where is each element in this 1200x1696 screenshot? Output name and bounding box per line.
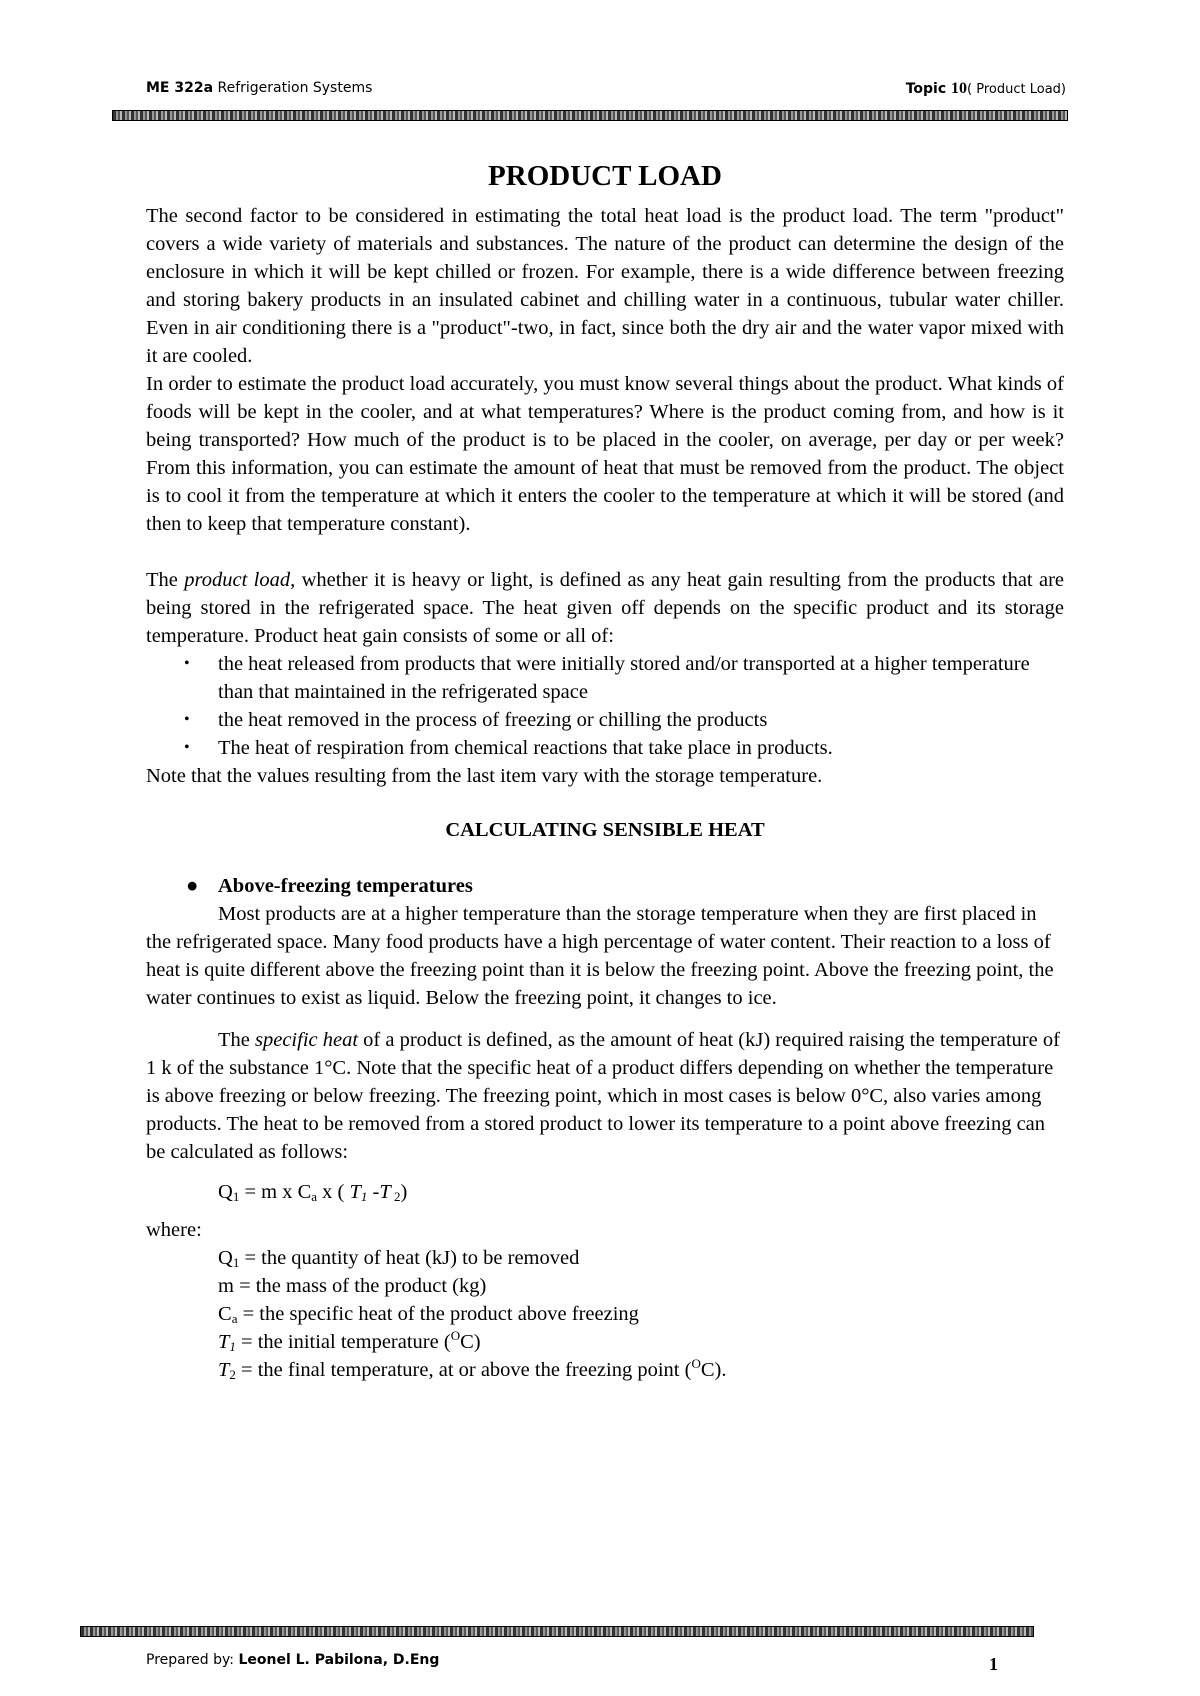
prepared-by: [146, 1652, 439, 1668]
page-title: PRODUCT LOAD: [488, 160, 722, 192]
def-t2-sub: 2: [229, 1367, 236, 1382]
footer-divider: [80, 1626, 1034, 1637]
bullet-icon: •: [184, 655, 190, 672]
eq-t2-sub: 2: [390, 1189, 401, 1204]
specific-heat-paragraph: [146, 1026, 1064, 1166]
def-q: [218, 1244, 1064, 1272]
list-item: [146, 734, 1064, 762]
eq-t1-sub: 1: [360, 1189, 368, 1204]
product-load-definition: [146, 566, 1064, 650]
prepared-label: Prepared by:: [146, 1652, 239, 1668]
def-t2-end: C).: [700, 1359, 727, 1381]
course-code: ME 322a: [146, 80, 214, 96]
product-load-term: product load,: [184, 569, 296, 591]
def-c-text: = the specific heat of the product above freezing: [237, 1303, 639, 1325]
def-t1-text: = the initial temperature (: [235, 1331, 451, 1353]
eq-minus: -: [367, 1181, 380, 1203]
def-t2-symbol: T: [218, 1359, 230, 1381]
heat-gain-list: [146, 650, 1064, 762]
def-t1-end: C): [460, 1331, 481, 1353]
eq-t1: T: [349, 1181, 361, 1203]
author-name: Leonel L. Pabilona, D.Eng: [238, 1652, 440, 1668]
specific-heat-lead: The: [218, 1029, 255, 1051]
definition-lead: The: [146, 569, 185, 591]
specific-heat-text: of a product is defined, as the amount of heat (kJ) required raising the temperature of 1 k of the substance 1°C. Note that the specific heat of a product differs depending on whether the temperature is above freezing or below freezing. The freezing point, which in most cases is below 0°C, also varies among products. The heat to be removed from a stored product to lower its temperature to a point above freezing can be calculated as follows:: [146, 1029, 1060, 1163]
def-q-sub: 1: [232, 1255, 240, 1270]
list-item-text: the heat removed in the process of freezing or chilling the products: [218, 709, 768, 731]
variable-definitions: [146, 1244, 1064, 1384]
eq-c-sub: a: [311, 1189, 318, 1204]
def-c: [218, 1300, 1064, 1328]
topic-name: ( Product Load): [967, 82, 1066, 97]
course-name: Refrigeration Systems: [213, 80, 373, 96]
def-c-symbol: C: [218, 1303, 232, 1325]
document-body: [146, 150, 1064, 1384]
above-freezing-paragraph: Most products are at a higher temperature than the storage temperature when they are first placed in the refrigerated space. Many food products have a high percentage of water content. Their reaction to a loss of heat is quite different above the freezing point than it is below the freezing point. Above the freezing point, the water continues to exist as liquid. Below the freezing point, it changes to ice.: [146, 903, 1054, 1009]
list-item: [146, 650, 1064, 706]
def-q-symbol: Q: [218, 1247, 233, 1269]
eq-paren-open: x (: [317, 1181, 350, 1203]
def-q-text: = the quantity of heat (kJ) to be removed: [239, 1247, 580, 1269]
def-t2: [218, 1356, 1064, 1384]
eq-mid: = m x C: [239, 1181, 312, 1203]
list-item-text: The heat of respiration from chemical reactions that take place in products.: [218, 737, 833, 759]
section-title: CALCULATING SENSIBLE HEAT: [445, 819, 765, 841]
eq-paren-close: ): [400, 1181, 408, 1203]
def-t1: [218, 1328, 1064, 1356]
def-c-sub: a: [231, 1311, 238, 1326]
eq-q: Q: [218, 1181, 233, 1203]
list-item-text: the heat released from products that were initially stored and/or transported at a higher temperature than that maintained in the refrigerated space: [218, 653, 1030, 703]
specific-heat-term: specific heat: [255, 1029, 359, 1051]
def-t1-sub: 1: [229, 1339, 236, 1354]
header-divider: [112, 110, 1068, 121]
bullet-icon: ●: [186, 875, 199, 897]
subheading-text: Above-freezing temperatures: [218, 875, 473, 897]
def-t2-text: = the final temperature, at or above the freezing point (: [235, 1359, 692, 1381]
definition-text: whether it is heavy or light, is defined as any heat gain resulting from the products that are being stored in the refrigerated space. The heat given off depends on the specific product and its storage temperature. Product heat gain consists of some or all of:: [146, 569, 1065, 647]
where-label: where:: [146, 1219, 202, 1241]
bullet-icon: •: [184, 711, 190, 728]
def-m: m = the mass of the product (kg): [218, 1275, 487, 1297]
list-item: [146, 706, 1064, 734]
def-t1-symbol: T: [218, 1331, 230, 1353]
def-t2-degree: O: [691, 1356, 701, 1371]
intro-paragraph-2: In order to estimate the product load accurately, you must know several things about the product. What kinds of foods will be kept in the cooler, and at what temperatures? Where is the product coming from, and how is it being transported? How much of the product is to be placed in the cooler, on average, per day or per week? From this information, you can estimate the amount of heat that must be removed from the product. The object is to cool it from the temperature at which it enters the cooler to the temperature at which it will be stored (and then to keep that temperature constant).: [146, 373, 1064, 535]
bullet-icon: •: [184, 739, 190, 756]
eq-q-sub: 1: [232, 1189, 240, 1204]
page-footer: [146, 1652, 998, 1676]
page-header: [146, 80, 1066, 102]
course-title: [146, 80, 372, 96]
intro-paragraph-1: The second factor to be considered in estimating the total heat load is the product load. The term "product" covers a wide variety of materials and substances. The nature of the product can determine the design of the enclosure in which it will be kept chilled or frozen. For example, there is a wide difference between freezing and storing bakery products in an insulated cabinet and chilling water in a continuous, tubular water chiller. Even in air conditioning there is a "product"-two, in fact, since both the dry air and the water vapor mixed with it are cooled.: [146, 205, 1064, 367]
heat-equation: [146, 1178, 1064, 1206]
topic-number: 10: [951, 80, 968, 97]
eq-t2: T: [379, 1181, 391, 1203]
def-t1-degree: O: [450, 1328, 461, 1343]
note-paragraph: Note that the values resulting from the last item vary with the storage temperature.: [146, 765, 823, 787]
subheading: [146, 872, 1064, 900]
page-number: 1: [989, 1654, 998, 1674]
topic-label: [906, 80, 1066, 98]
topic-word: Topic: [905, 81, 952, 97]
